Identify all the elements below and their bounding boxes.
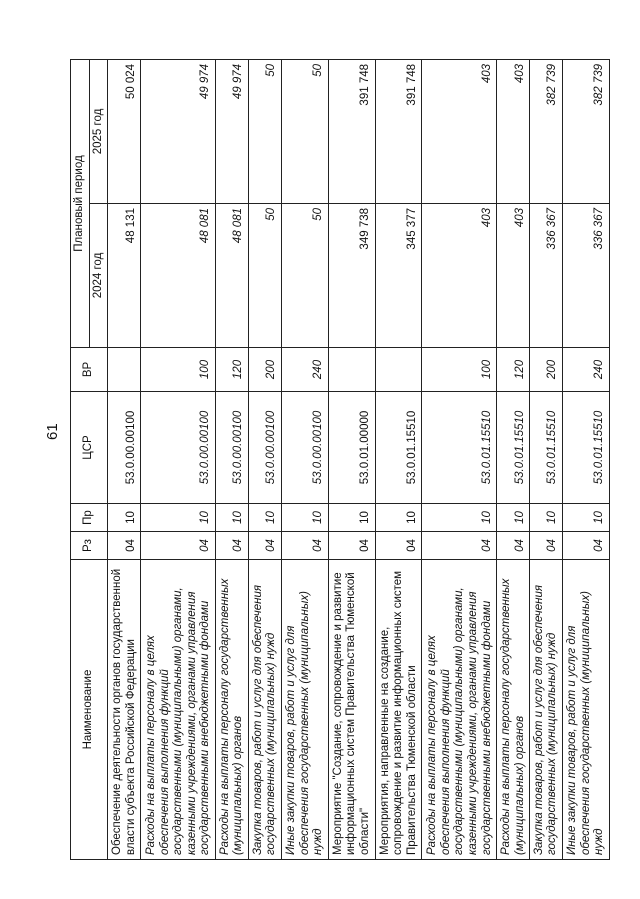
table-row bbox=[328, 59, 375, 859]
table-row bbox=[497, 59, 530, 859]
header-rz: Рз bbox=[71, 532, 108, 560]
cell-2025: 382 739 bbox=[530, 59, 563, 203]
cell-vr bbox=[375, 348, 422, 392]
cell-pr: 10 bbox=[328, 504, 375, 532]
cell-name: Расходы на выплаты персоналу в целях обеспечения выполнения функций государственными (муниципальными) органами, казенными учреждениями, органами управления государственными внебюджетными фондами bbox=[422, 560, 497, 860]
cell-pr: 10 bbox=[215, 504, 248, 532]
cell-name: Расходы на выплаты персоналу в целях обеспечения выполнения функций государственными (муниципальными) органами, казенными учреждениями, органами управления государственными внебюджетными фондами bbox=[141, 560, 216, 860]
cell-rz: 04 bbox=[328, 532, 375, 560]
table-row bbox=[108, 59, 141, 859]
cell-pr: 10 bbox=[281, 504, 328, 532]
cell-2024: 48 131 bbox=[108, 204, 141, 348]
header-csr: ЦСР bbox=[71, 392, 108, 504]
cell-pr: 10 bbox=[563, 504, 610, 532]
cell-name: Закупка товаров, работ и услуг для обеспечения государственных (муниципальных) нужд bbox=[530, 560, 563, 860]
cell-rz: 04 bbox=[422, 532, 497, 560]
table-row bbox=[248, 59, 281, 859]
cell-pr: 10 bbox=[248, 504, 281, 532]
cell-vr: 100 bbox=[422, 348, 497, 392]
table-row bbox=[375, 59, 422, 859]
cell-2024: 403 bbox=[497, 204, 530, 348]
cell-2024: 50 bbox=[281, 204, 328, 348]
header-pr: Пр bbox=[71, 504, 108, 532]
cell-name: Закупка товаров, работ и услуг для обеспечения государственных (муниципальных) нужд bbox=[248, 560, 281, 860]
cell-pr: 10 bbox=[497, 504, 530, 532]
cell-pr: 10 bbox=[530, 504, 563, 532]
cell-2025: 391 748 bbox=[375, 59, 422, 203]
cell-csr: 53.0.00.00100 bbox=[108, 392, 141, 504]
page-number: 61 bbox=[44, 423, 61, 440]
cell-2025: 50 bbox=[281, 59, 328, 203]
cell-rz: 04 bbox=[248, 532, 281, 560]
cell-2025: 50 024 bbox=[108, 59, 141, 203]
header-planned-period: Плановый период bbox=[71, 59, 90, 347]
cell-2025: 50 bbox=[248, 59, 281, 203]
table-row bbox=[281, 59, 328, 859]
cell-vr: 120 bbox=[215, 348, 248, 392]
cell-name: Расходы на выплаты персоналу государственных (муниципальных) органов bbox=[497, 560, 530, 860]
cell-2025: 403 bbox=[422, 59, 497, 203]
cell-csr: 53.0.00.00100 bbox=[215, 392, 248, 504]
cell-rz: 04 bbox=[215, 532, 248, 560]
cell-name: Мероприятия, направленные на создание, сопровождение и развитие информационных систем Правительства Тюменской области bbox=[375, 560, 422, 860]
cell-2024: 50 bbox=[248, 204, 281, 348]
cell-2025: 49 974 bbox=[141, 59, 216, 203]
table-row bbox=[215, 59, 248, 859]
cell-2024: 336 367 bbox=[563, 204, 610, 348]
table-row bbox=[563, 59, 610, 859]
cell-name: Иные закупки товаров, работ и услуг для обеспечения государственных (муниципальных) нужд bbox=[563, 560, 610, 860]
cell-2025: 382 739 bbox=[563, 59, 610, 203]
cell-csr: 53.0.01.15510 bbox=[375, 392, 422, 504]
header-name: Наименование bbox=[71, 560, 108, 860]
cell-name: Расходы на выплаты персоналу государственных (муниципальных) органов bbox=[215, 560, 248, 860]
cell-pr: 10 bbox=[375, 504, 422, 532]
header-vr: ВР bbox=[71, 348, 108, 392]
cell-pr: 10 bbox=[141, 504, 216, 532]
cell-csr: 53.0.01.15510 bbox=[422, 392, 497, 504]
cell-rz: 04 bbox=[141, 532, 216, 560]
cell-2025: 403 bbox=[497, 59, 530, 203]
cell-2024: 48 081 bbox=[215, 204, 248, 348]
cell-2024: 349 738 bbox=[328, 204, 375, 348]
cell-rz: 04 bbox=[375, 532, 422, 560]
table-row bbox=[530, 59, 563, 859]
cell-vr: 120 bbox=[497, 348, 530, 392]
cell-vr: 200 bbox=[530, 348, 563, 392]
cell-rz: 04 bbox=[497, 532, 530, 560]
cell-rz: 04 bbox=[530, 532, 563, 560]
header-year-2024: 2024 год bbox=[89, 204, 108, 348]
cell-rz: 04 bbox=[563, 532, 610, 560]
cell-2024: 48 081 bbox=[141, 204, 216, 348]
cell-pr: 10 bbox=[422, 504, 497, 532]
table-row bbox=[422, 59, 497, 859]
cell-rz: 04 bbox=[108, 532, 141, 560]
rotated-table-container bbox=[70, 60, 610, 860]
cell-vr bbox=[108, 348, 141, 392]
cell-vr: 240 bbox=[563, 348, 610, 392]
cell-2025: 391 748 bbox=[328, 59, 375, 203]
cell-vr bbox=[328, 348, 375, 392]
cell-name: Иные закупки товаров, работ и услуг для обеспечения государственных (муниципальных) нужд bbox=[281, 560, 328, 860]
table-row bbox=[141, 59, 216, 859]
cell-csr: 53.0.00.00100 bbox=[141, 392, 216, 504]
cell-name: Обеспечение деятельности органов государственной власти субъекта Российской Федерации bbox=[108, 560, 141, 860]
cell-2025: 49 974 bbox=[215, 59, 248, 203]
cell-vr: 240 bbox=[281, 348, 328, 392]
cell-vr: 200 bbox=[248, 348, 281, 392]
cell-2024: 403 bbox=[422, 204, 497, 348]
cell-csr: 53.0.00.00100 bbox=[281, 392, 328, 504]
cell-2024: 336 367 bbox=[530, 204, 563, 348]
cell-name: Мероприятие "Создание, сопровождение и развитие информационных систем Правительства Тюменской области" bbox=[328, 560, 375, 860]
cell-csr: 53.0.01.00000 bbox=[328, 392, 375, 504]
cell-csr: 53.0.01.15510 bbox=[497, 392, 530, 504]
cell-csr: 53.0.00.00100 bbox=[248, 392, 281, 504]
table-body bbox=[108, 59, 610, 859]
cell-csr: 53.0.01.15510 bbox=[563, 392, 610, 504]
budget-table bbox=[70, 59, 610, 860]
cell-vr: 100 bbox=[141, 348, 216, 392]
cell-pr: 10 bbox=[108, 504, 141, 532]
cell-rz: 04 bbox=[281, 532, 328, 560]
header-year-2025: 2025 год bbox=[89, 59, 108, 203]
cell-2024: 345 377 bbox=[375, 204, 422, 348]
cell-csr: 53.0.01.15510 bbox=[530, 392, 563, 504]
